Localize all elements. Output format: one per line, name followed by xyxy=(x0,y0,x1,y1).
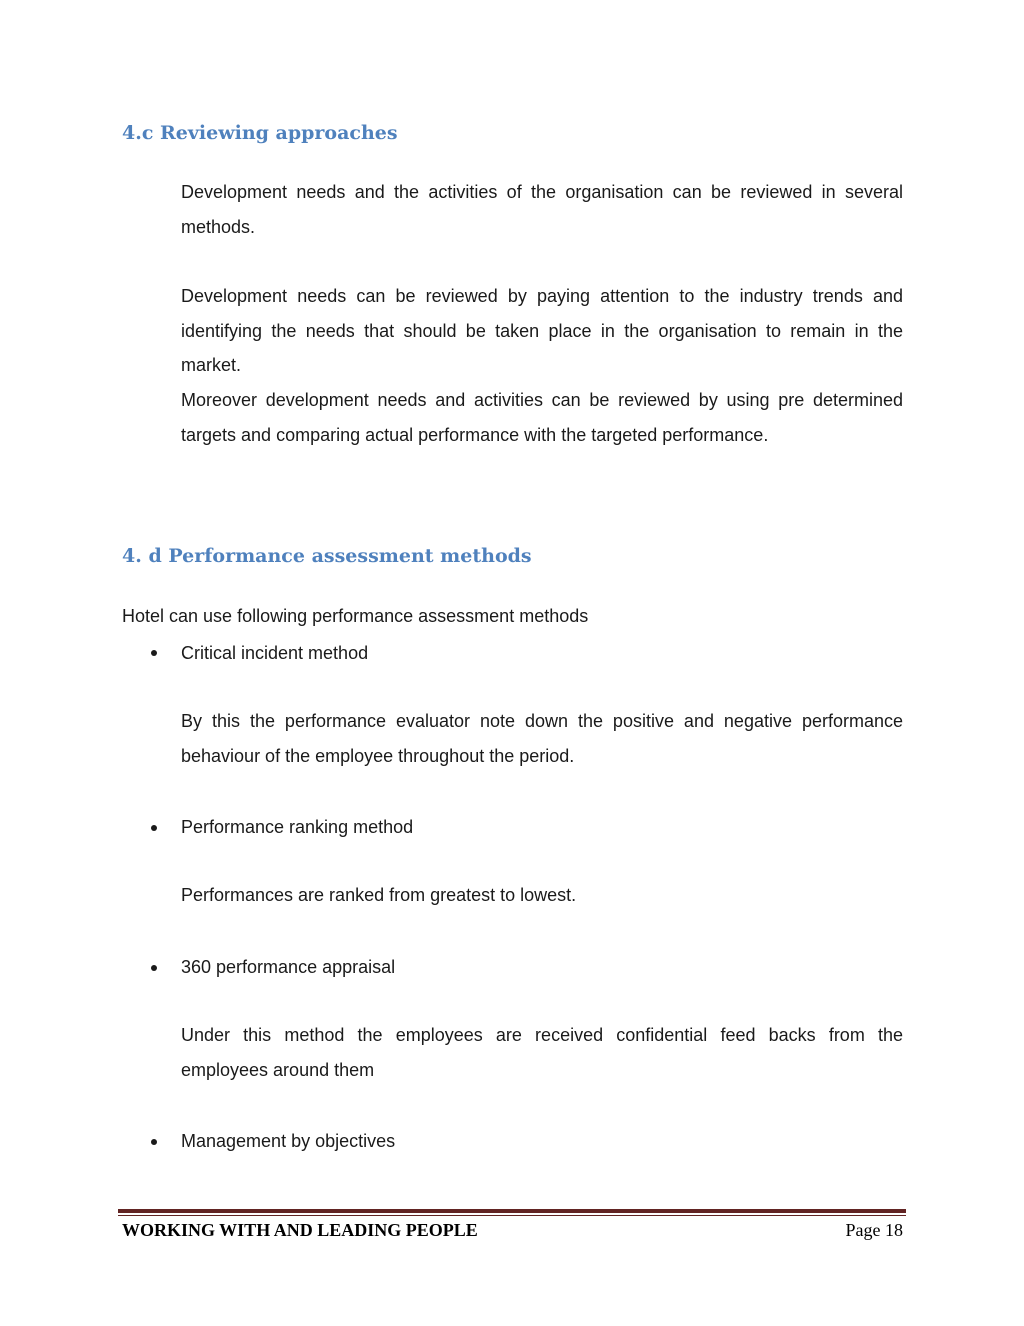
paragraph-predetermined-targets: Moreover development needs and activities can be reviewed by using pre determined targets and comparing actual performance with the targeted performance. xyxy=(181,390,903,445)
section-heading-reviewing-approaches: 4.c Reviewing approaches xyxy=(122,122,398,144)
paragraph-industry-trends: Development needs can be reviewed by paying attention to the industry trends and identifying the needs that should be taken place in the organisation to remain in the market. xyxy=(181,286,903,375)
page-number: Page 18 xyxy=(845,1220,903,1240)
paragraph-performance-ranking: Performances are ranked from greatest to lowest. xyxy=(181,885,577,905)
section-heading-performance-assessment: 4. d Performance assessment methods xyxy=(122,545,532,567)
paragraph-critical-incident: By this the performance evaluator note down the positive and negative performance behaviour of the employee throughout the period. xyxy=(181,711,903,766)
footer-title: WORKING WITH AND LEADING PEOPLE xyxy=(122,1220,478,1240)
bullet-icon xyxy=(151,1139,157,1145)
bullet-performance-ranking: Performance ranking method xyxy=(181,817,414,837)
paragraph-360-appraisal: Under this method the employees are received confidential feed backs from the employees around them xyxy=(181,1025,903,1080)
footer-rule-thin xyxy=(118,1215,906,1216)
paragraph-methods-intro: Hotel can use following performance assessment methods xyxy=(122,606,589,626)
bullet-icon xyxy=(151,965,157,971)
bullet-critical-incident: Critical incident method xyxy=(181,643,369,663)
footer-rule xyxy=(118,1209,906,1213)
bullet-360-appraisal: 360 performance appraisal xyxy=(181,957,396,977)
bullet-management-by-objectives: Management by objectives xyxy=(181,1131,396,1151)
bullet-icon xyxy=(151,650,157,656)
bullet-icon xyxy=(151,825,157,831)
paragraph-review-intro: Development needs and the activities of the organisation can be reviewed in several methods. xyxy=(181,182,903,237)
